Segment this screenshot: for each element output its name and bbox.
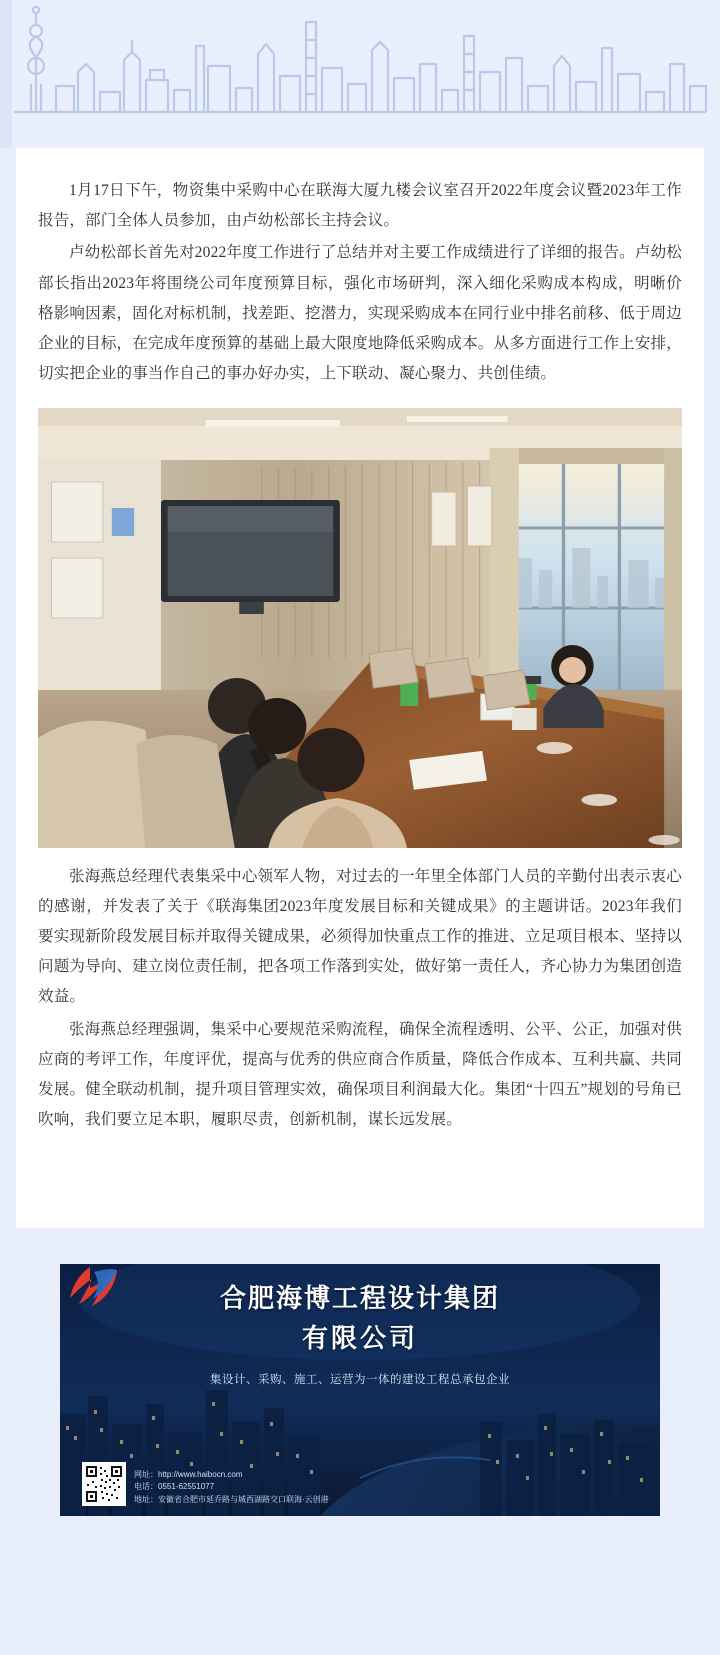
meeting-room-photo: [38, 408, 682, 848]
article-paragraph: 卢幼松部长首先对2022年度工作进行了总结并对主要工作成绩进行了详细的报告。卢幼松部长指出2023年将围绕公司年度预算目标，强化市场研判，深入细化采购成本构成，明晰价格影响因素，固化对标机制，找差距、挖潜力，实现采购成本在同行业中排名前移、低于周边企业的目标，在完成年度预算的基础上最大限度地降低采购成本。从多方面进行工作上安排，切实把企业的事当作自己的事办好办实，上下联动、凝心聚力、共创佳绩。: [38, 244, 682, 383]
article-paragraph: 1月17日下午，物资集中采购中心在联海大厦九楼会议室召开2022年度会议暨2023年工作报告，部门全体人员参加，由卢幼松部长主持会议。: [38, 182, 682, 230]
ad-company-line2: 有限公司: [301, 1323, 418, 1353]
header-banner: [0, 0, 720, 148]
ad-tagline: 集设计、采购、施工、运营为一体的建设工程总承包企业: [210, 1374, 510, 1386]
qr-code-icon[interactable]: [82, 1462, 126, 1506]
article-paragraph: 张海燕总经理代表集采中心领军人物，对过去的一年里全体部门人员的辛勤付出表示衷心的感谢，并发表了关于《联海集团2023年度发展目标和关键成果》的主题讲话。2023年我们要实现新阶段发展目标并取得关键成果，必须得加快重点工作的推进、立足项目根本、坚持以问题为导向、建立岗位责任制，把各项工作落到实处，做好第一责任人，齐心协力为集团创造效益。: [38, 867, 682, 1006]
article-paragraph: 张海燕总经理强调，集采中心要规范采购流程，确保全流程透明、公平、公正，加强对供应商的考评工作，年度评优，提高与优秀的供应商合作质量，降低合作成本、互利共赢、共同发展。健全联动机制，提升项目管理实效，确保项目利润最大化。集团“十四五”规划的号角已吹响，我们要立足本职，履职尽责，创新机制，谋长远发展。: [38, 1020, 682, 1129]
ad-company-line1: 合肥海博工程设计集团: [219, 1283, 500, 1313]
article-card: [16, 148, 704, 1228]
footer-spacer: [0, 1228, 720, 1264]
meeting-room-photo-illustration: [38, 408, 682, 848]
ad-address: 地址：安徽省合肥市延乔路与城西湖路交口联海·云创港: [134, 1494, 329, 1504]
ad-phone: 电话：0551-62551077: [134, 1482, 215, 1492]
ad-contact-block: [82, 1462, 329, 1506]
city-skyline-icon: [0, 0, 720, 148]
ad-banner[interactable]: [60, 1264, 660, 1516]
haibo-b-logo-icon: [60, 1264, 124, 1310]
ad-website[interactable]: 网址：http://www.haibocn.com: [134, 1469, 243, 1479]
